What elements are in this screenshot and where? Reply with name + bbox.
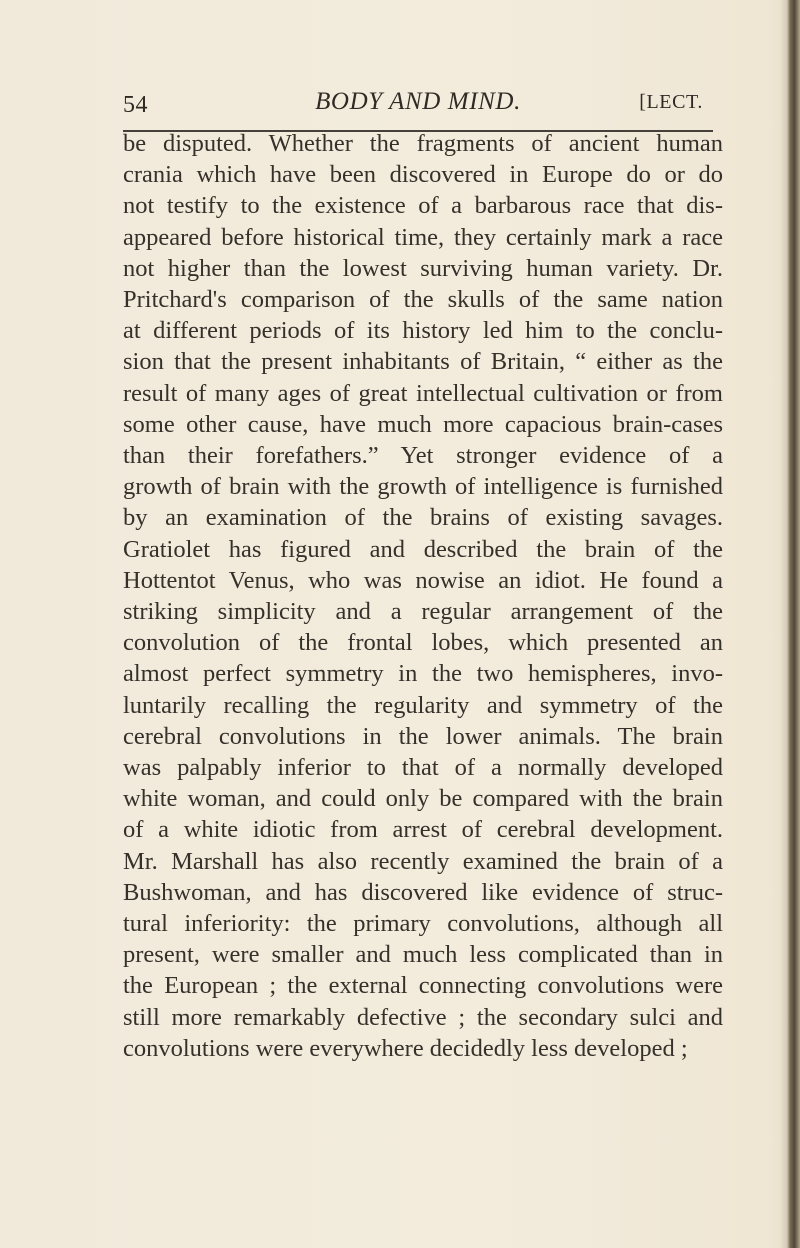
text-line: convolution of the frontal lobes, which presented an (123, 629, 723, 657)
text-line: cerebral convolutions in the lower animals. The brain (123, 722, 723, 750)
text-line: Gratiolet has figured and described the brain of the (123, 535, 723, 563)
text-line: sion that the present inhabitants of Britain, “ either as the (123, 348, 723, 376)
text-line: some other cause, have much more capacious brain-cases (123, 410, 723, 438)
running-title: BODY AND MIND. (315, 88, 521, 115)
text-line: still more remarkably defective ; the secondary sulci and (123, 1003, 723, 1031)
text-line: by an examination of the brains of existing savages. (123, 504, 723, 532)
text-line: growth of brain with the growth of intelligence is furnished (123, 473, 723, 501)
text-line: was palpably inferior to that of a normally developed (123, 754, 723, 782)
text-line: Mr. Marshall has also recently examined the brain of a (123, 847, 723, 875)
running-head (123, 88, 713, 132)
text-line: luntarily recalling the regularity and symmetry of the (123, 691, 723, 719)
text-line: Pritchard's comparison of the skulls of the same nation (123, 286, 723, 314)
text-line: Hottentot Venus, who was nowise an idiot. He found a (123, 566, 723, 594)
text-line: of a white idiotic from arrest of cerebral development. (123, 816, 723, 844)
text-line: Bushwoman, and has discovered like evidence of struc- (123, 878, 723, 906)
text-line: striking simplicity and a regular arrangement of the (123, 598, 723, 626)
text-line: result of many ages of great intellectual cultivation or from (123, 379, 723, 407)
lecture-mark: [LECT. (639, 91, 703, 113)
text-line: not testify to the existence of a barbarous race that dis- (123, 192, 723, 220)
text-line: not higher than the lowest surviving human variety. Dr. (123, 254, 723, 282)
text-line: crania which have been discovered in Europe do or do (123, 161, 723, 189)
page-number: 54 (123, 92, 148, 118)
text-line: convolutions were everywhere decidedly less developed ; (123, 1034, 688, 1062)
text-line: tural inferiority: the primary convolutions, although all (123, 910, 723, 938)
body-text (123, 128, 723, 1064)
text-line: the European ; the external connecting convolutions were (123, 972, 723, 1000)
text-line: present, were smaller and much less complicated than in (123, 941, 723, 969)
text-line: at different periods of its history led him to the conclu- (123, 317, 723, 345)
page-edge-shadow (780, 0, 800, 1248)
text-line: appeared before historical time, they certainly mark a race (123, 223, 723, 251)
text-line: be disputed. Whether the fragments of ancient human (123, 130, 723, 157)
text-line: white woman, and could only be compared with the brain (123, 785, 723, 813)
text-line: than their forefathers.” Yet stronger evidence of a (123, 442, 723, 470)
text-line: almost perfect symmetry in the two hemispheres, invo- (123, 660, 723, 688)
